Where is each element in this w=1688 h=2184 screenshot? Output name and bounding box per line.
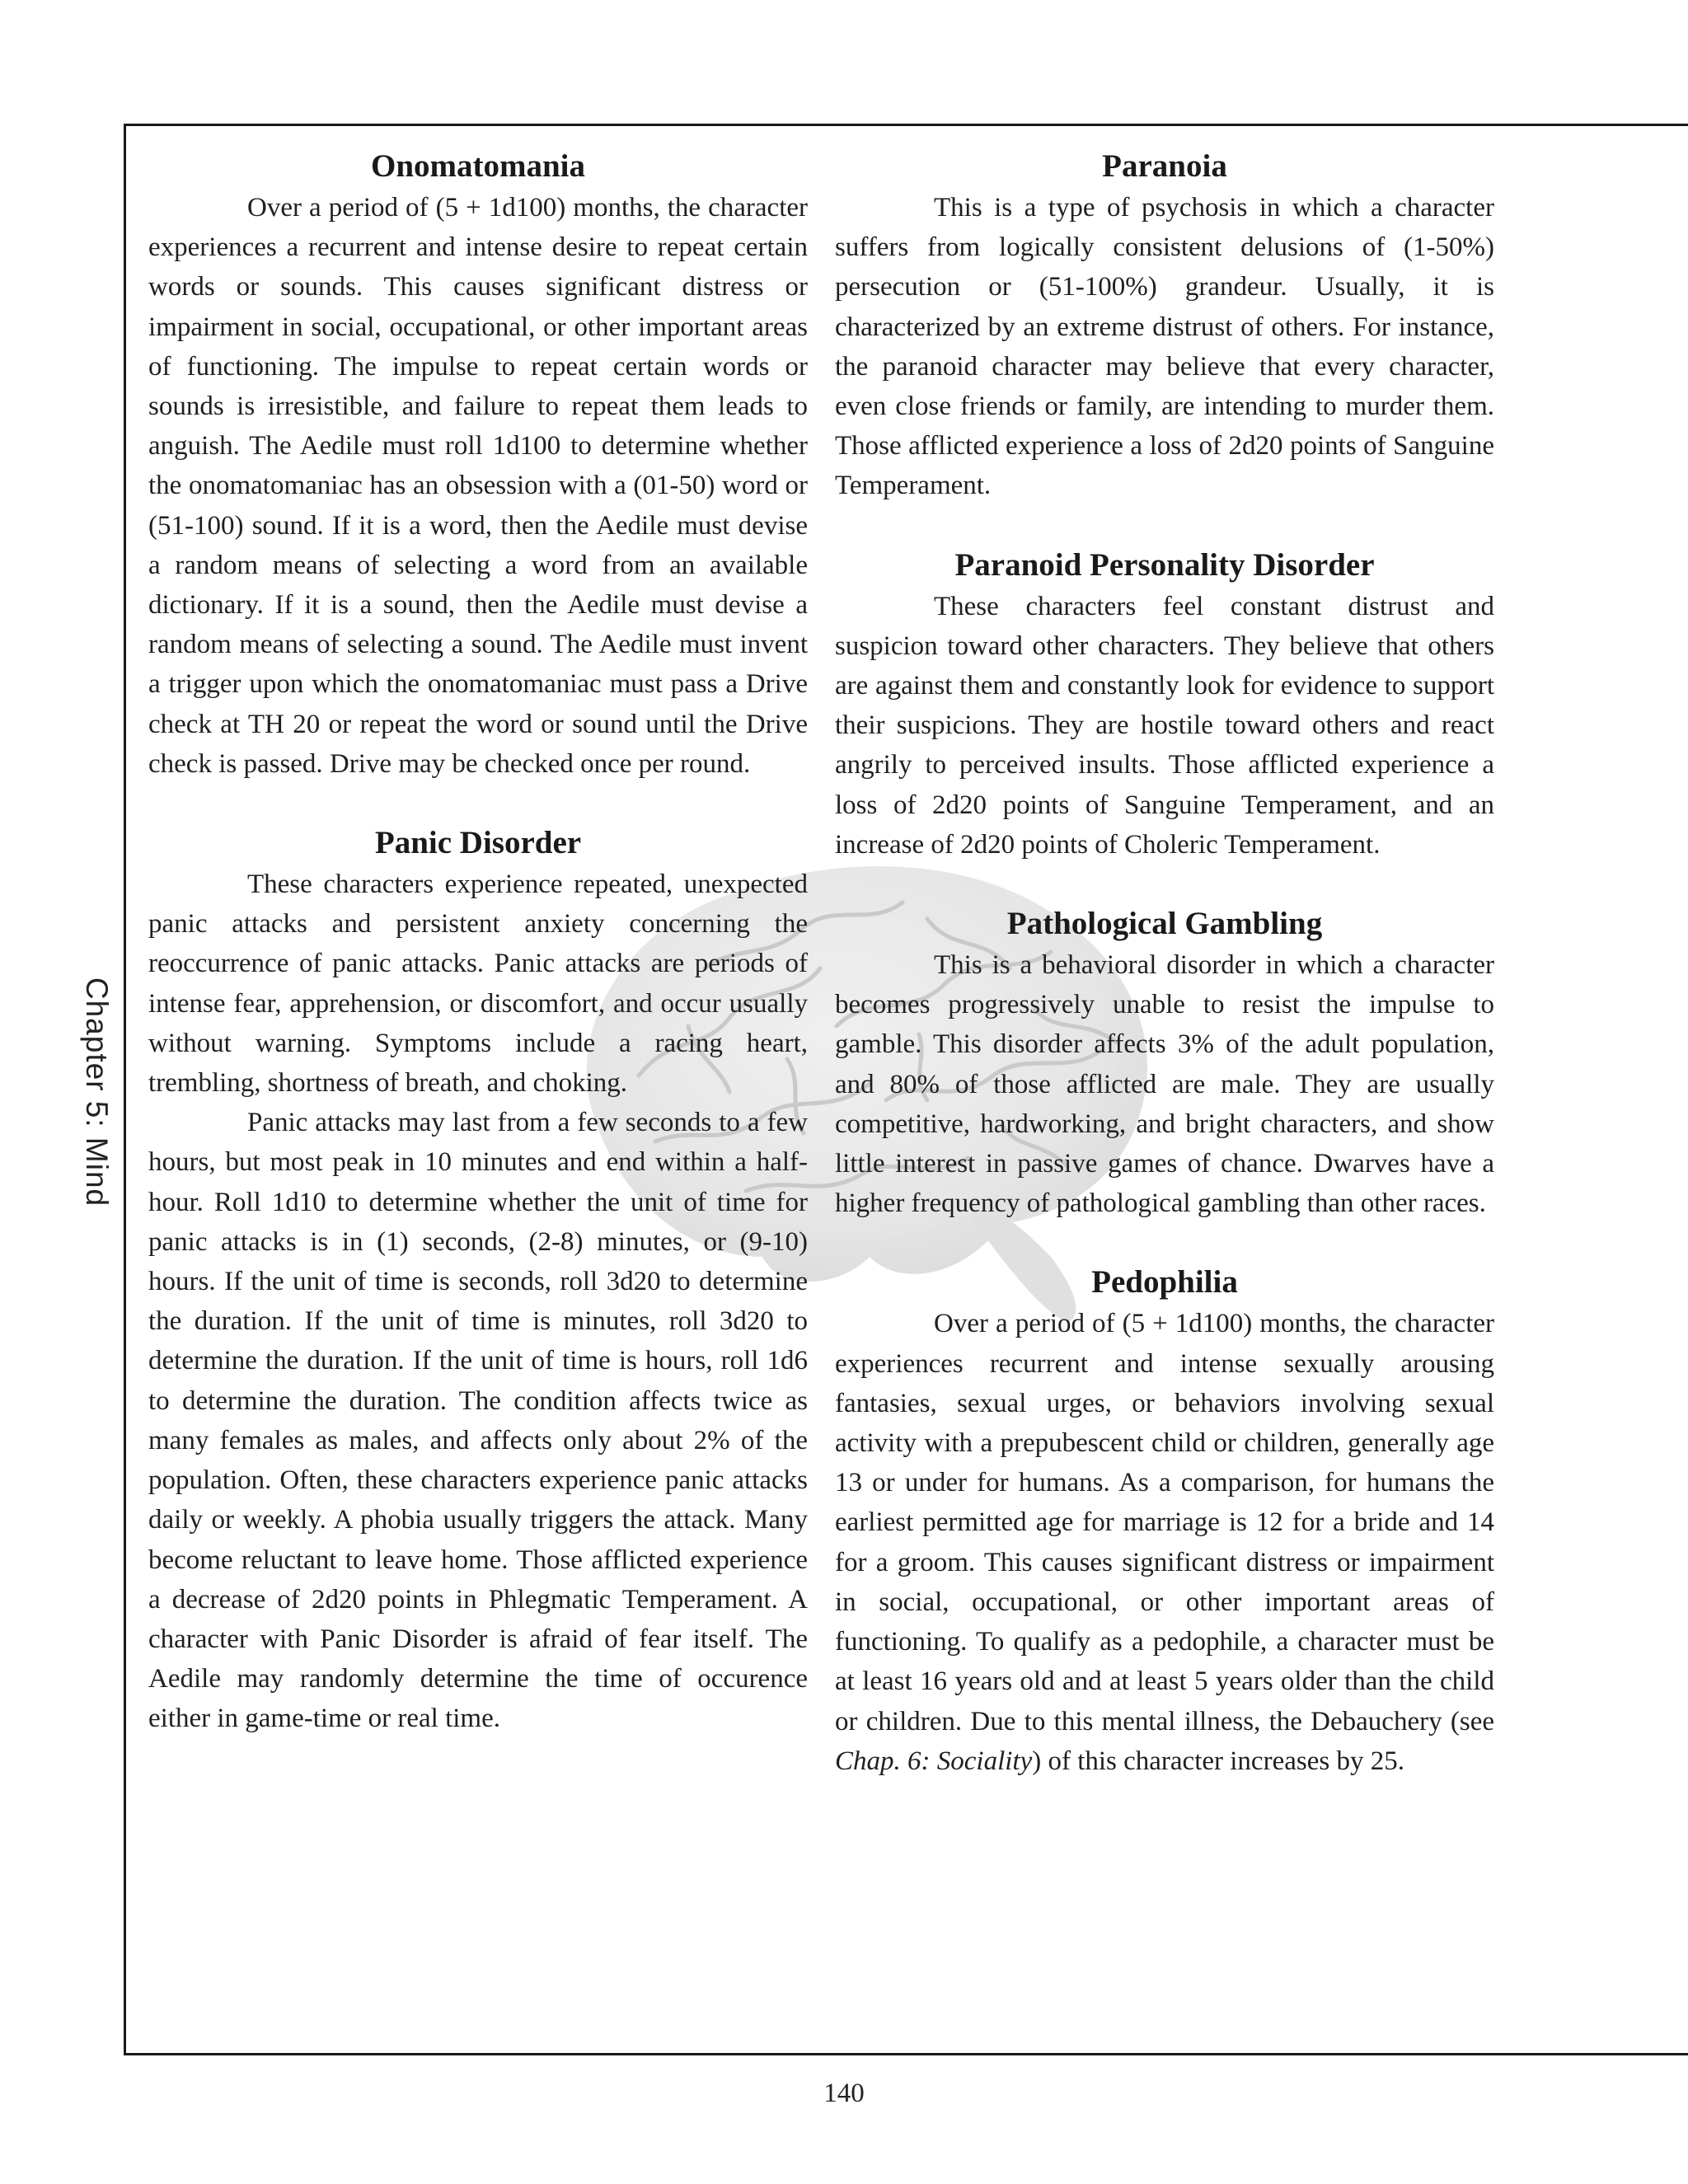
paranoid-personality-text: These characters feel constant distrust and suspicion toward other characters. They believe that others are against them and constantly look for evidence to support their suspicions. They are hostile toward others and react angrily to perceived insults. Those afflicted experience a loss of 2d20 points of Sanguine Temperament, and an increase of 2d20 points of Choleric Temperament. bbox=[835, 591, 1494, 860]
pedophilia-text-before: Over a period of (5 + 1d100) months, the character experiences recurrent and intense sexually arousing fantasies, sexual urges, or behaviors involving sexual activity with a prepubescent child or children, generally age 13 or under for humans. As a comparison, for humans the earliest permitted age for marriage is 12 for a bride and 14 for a groom. This causes significant distress or impairment in social, occupational, or other important areas of functioning. To qualify as a pedophile, a character must be at least 16 years old and at least 5 years older than the child or children. Due to this mental illness, the Debauchery (see bbox=[835, 1309, 1494, 1736]
pedophilia-text-after: ) of this character increases by 25. bbox=[1032, 1746, 1404, 1776]
pathological-gambling-text: This is a behavioral disorder in which a character becomes progressively unable to resist the impulse to gamble. This disorder affects 3% of the adult population, and 80% of those afflicted are male. They are usually competitive, hardworking, and bright characters, and show little interest in passive games of chance. Dwarves have a higher frequency of pathological gambling than other races. bbox=[835, 950, 1494, 1219]
onomatomania-heading: Onomatomania bbox=[370, 148, 585, 184]
right-column bbox=[835, 147, 1494, 1781]
page-number: 140 bbox=[823, 2079, 865, 2108]
chapter-label-text: Chapter 5: Mind bbox=[80, 977, 114, 1207]
chapter-side-label bbox=[72, 956, 121, 1228]
pedophilia-text bbox=[835, 1304, 1494, 1780]
pedophilia-heading: Pedophilia bbox=[1091, 1264, 1238, 1301]
onomatomania-text: Over a period of (5 + 1d100) months, the character experiences a recurrent and intense desire to repeat certain words or sounds. This causes significant distress or impairment in social, occupational, or other important areas of functioning. The impulse to repeat certain words or sounds is irresistible, and failure to repeat them leads to anguish. The Aedile must roll 1d100 to determine whether the onomatomaniac has an obsession with a (01-50) word or (51-100) sound. If it is a word, then the Aedile must devise a random means of selecting a word from an available dictionary. If it is a sound, then the Aedile must devise a random means of selecting a sound. The Aedile must invent a trigger upon which the onomatomaniac must pass a Drive check at TH 20 or repeat the word or sound until the Drive check is passed. Drive may be checked once per round. bbox=[148, 193, 808, 779]
pathological-gambling-heading: Pathological Gambling bbox=[1006, 906, 1323, 942]
panic-disorder-text-2: Panic attacks may last from a few seconds to a few hours, but most peak in 10 minutes and end within a half-hour. Roll 1d10 to determine whether the unit of time for panic attacks is in (1) seconds, (2-8) minutes, or (9-10) hours. If the unit of time is seconds, roll 3d20 to determine the duration. If the unit of time is minutes, roll 3d20 to determine the duration. If the unit of time is hours, roll 1d6 to determine the duration. The condition affects twice as many females as males, and affects only about 2% of the population. Often, these characters experience panic attacks daily or weekly. A phobia usually triggers the attack. Many become reluctant to leave home. Those afflicted experience a decrease of 2d20 points in Phlegmatic Temperament. A character with Panic Disorder is afraid of fear itself. The Aedile may randomly determine the time of occurence either in game-time or real time. bbox=[148, 1108, 808, 1734]
left-column bbox=[148, 147, 808, 1739]
panic-disorder-text-1: These characters experience repeated, unexpected panic attacks and persistent anxiety concerning the reoccurrence of panic attacks. Panic attacks are periods of intense fear, apprehension, or discomfort, and occur usually without warning. Symptoms include a racing heart, trembling, shortness of breath, and choking. bbox=[148, 869, 808, 1099]
panic-disorder-heading: Panic Disorder bbox=[374, 825, 582, 861]
sociality-chapter-reference: Chap. 6: Sociality bbox=[835, 1746, 1033, 1776]
paranoid-personality-heading: Paranoid Personality Disorder bbox=[954, 546, 1375, 583]
paranoia-text: This is a type of psychosis in which a character suffers from logically consistent delusions of (1-50%) persecution or (51-100%) grandeur. Usually, it is characterized by an extreme distrust of others. For instance, the paranoid character may believe that every character, even close friends or family, are intending to murder them. Those afflicted experience a loss of 2d20 points of Sanguine Temperament. bbox=[835, 193, 1494, 501]
paranoia-heading: Paranoia bbox=[1102, 148, 1227, 184]
